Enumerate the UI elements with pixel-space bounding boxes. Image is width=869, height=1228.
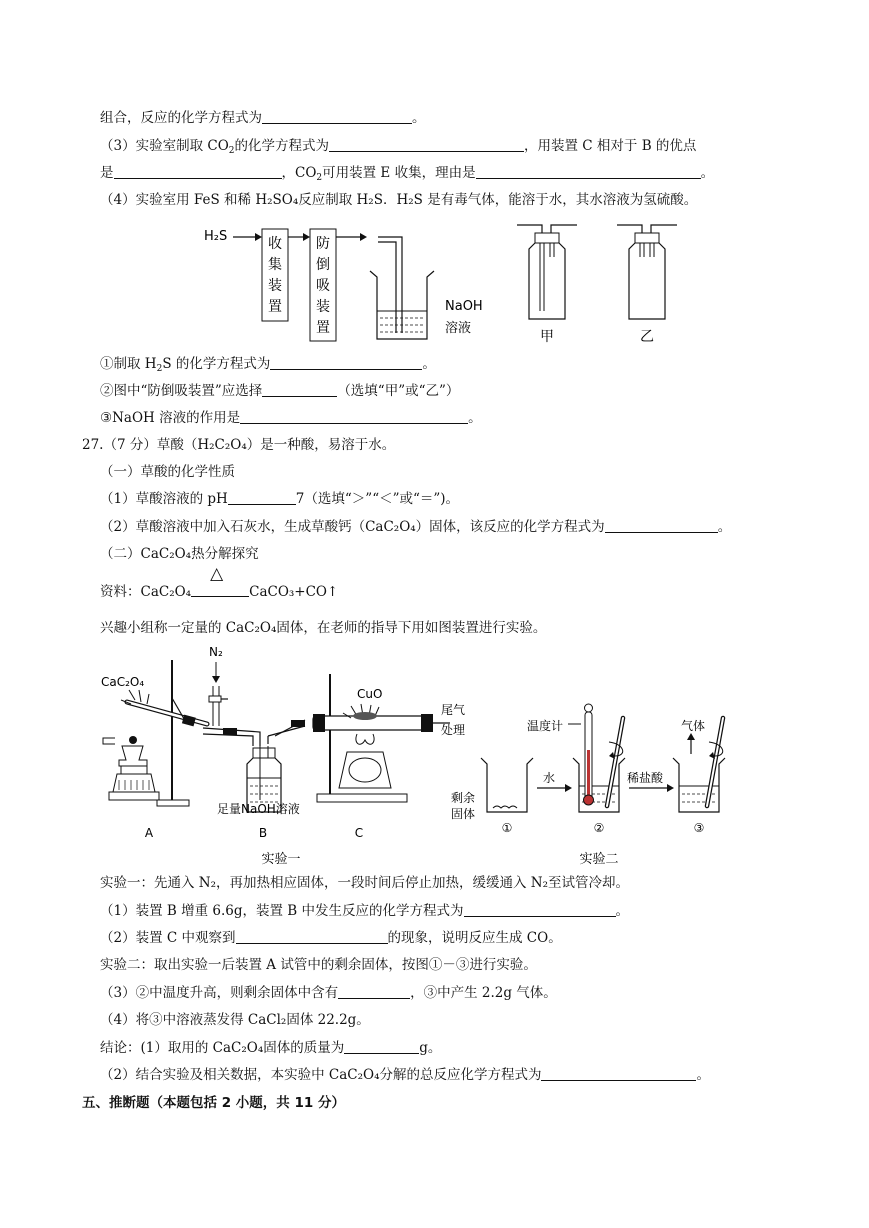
svg-text:剩余: 剩余 xyxy=(451,791,476,805)
svg-text:集: 集 xyxy=(268,257,282,273)
exp1-q1: （1）装置 B 增重 6.6g，装置 B 中发生反应的化学方程式为 。 xyxy=(100,903,629,919)
q26-line-4: （4）实验室用 FeS 和稀 H₂SO₄反应制取 H₂S．H₂S 是有毒气体，能溶于水，其水溶液为氢硫酸。 xyxy=(100,192,698,208)
answer-blank[interactable] xyxy=(240,409,468,424)
exp1-q2: （2）装置 C 中观察到 的现象，说明反应生成 CO。 xyxy=(100,930,562,946)
apparatus-c xyxy=(313,674,465,840)
svg-text:温度计: 温度计 xyxy=(527,719,564,733)
svg-text:②: ② xyxy=(593,821,605,835)
answer-blank[interactable] xyxy=(228,490,296,505)
svg-text:③: ③ xyxy=(693,821,705,835)
q27-q1: （1）草酸溶液的 pH 7（选填“＞”“＜”或“＝”)。 xyxy=(100,491,460,507)
q26-sub-2: ②图中“防倒吸装置”应选择 （选填“甲”或“乙”） xyxy=(100,383,460,399)
svg-text:甲: 甲 xyxy=(540,329,554,345)
svg-text:NaOH: NaOH xyxy=(445,299,483,314)
svg-text:防: 防 xyxy=(316,236,330,252)
conclusion-2: （2）结合实验及相关数据，本实验中 CaC₂O₄分解的总反应化学方程式为 。 xyxy=(100,1067,710,1083)
q27-part-2: （二）CaC₂O₄热分解探究 xyxy=(100,546,259,562)
svg-text:吸: 吸 xyxy=(316,278,330,294)
svg-text:置: 置 xyxy=(316,320,330,336)
svg-text:装: 装 xyxy=(316,299,330,315)
experiment-1-caption: 实验一 xyxy=(261,852,301,867)
answer-blank[interactable] xyxy=(344,1039,419,1054)
svg-text:乙: 乙 xyxy=(640,329,654,345)
h2s-apparatus-figure xyxy=(195,215,695,350)
svg-text:A: A xyxy=(144,826,154,840)
svg-text:①: ① xyxy=(501,821,513,835)
svg-text:B: B xyxy=(258,826,268,840)
svg-text:气体: 气体 xyxy=(681,719,706,733)
answer-blank[interactable] xyxy=(605,518,718,533)
exp2-text: 实验二：取出实验一后装置 A 试管中的剩余固体，按图①－③进行实验。 xyxy=(100,957,537,973)
exp1-text: 实验一：先通入 N₂，再加热相应固体，一段时间后停止加热，缓缓通入 N₂至试管冷却。 xyxy=(100,875,630,891)
q26-sub-1: ①制取 $H_2S$ 的化学方程式为 。 xyxy=(100,356,436,374)
beaker-1 xyxy=(451,758,533,835)
bottle-jia xyxy=(517,225,577,345)
svg-text:置: 置 xyxy=(268,299,282,315)
svg-text:装: 装 xyxy=(268,278,282,294)
reference-reaction: 资料：CaC₂O₄ △ CaCO₃+CO↑ xyxy=(100,564,339,600)
section-5-heading: 五、推断题（本题包括 2 小题，共 11 分） xyxy=(82,1095,345,1111)
conclusion-1: 结论：(1）取用的 CaC₂O₄固体的质量为 g。 xyxy=(100,1040,442,1056)
q26-sub-3: ③NaOH 溶液的作用是 。 xyxy=(100,410,482,426)
answer-blank[interactable] xyxy=(541,1066,696,1081)
svg-text:尾气: 尾气 xyxy=(441,703,466,717)
q27-part-1: （一）草酸的化学性质 xyxy=(100,464,235,480)
svg-text:水: 水 xyxy=(543,771,556,785)
svg-text:CaC₂O₄: CaC₂O₄ xyxy=(101,675,145,689)
bottle-yi xyxy=(617,225,677,345)
q27-q2: （2）草酸溶液中加入石灰水，生成草酸钙（CaC₂O₄）固体，该反应的化学方程式为 。 xyxy=(100,519,732,535)
apparatus-b xyxy=(217,736,300,840)
svg-text:CuO: CuO xyxy=(357,687,383,701)
answer-blank[interactable] xyxy=(262,109,412,124)
svg-text:C: C xyxy=(354,826,364,840)
answer-blank[interactable] xyxy=(236,929,388,944)
answer-blank[interactable] xyxy=(476,164,701,179)
beaker-2 xyxy=(527,704,625,835)
svg-text:固体: 固体 xyxy=(451,807,476,821)
apparatus-a xyxy=(101,660,207,840)
beaker-3 xyxy=(673,718,725,835)
q26-line-1: 组合，反应的化学方程式为 。 xyxy=(100,110,426,126)
exp2-q3: （3）②中温度升高，则剩余固体中含有 ，③中产生 2.2g 气体。 xyxy=(100,985,557,1001)
heat-condition: △ xyxy=(191,582,249,597)
experiment-2-caption: 实验二 xyxy=(579,852,619,867)
h2s-label: H₂S xyxy=(204,229,228,244)
q27-intro: 兴趣小组称一定量的 CaC₂O₄固体，在老师的指导下用如图装置进行实验。 xyxy=(100,620,547,636)
answer-blank[interactable] xyxy=(329,137,524,152)
answer-blank[interactable] xyxy=(262,382,337,397)
answer-blank[interactable] xyxy=(464,902,616,917)
svg-text:溶液: 溶液 xyxy=(445,321,472,336)
q26-line-2: （3）实验室制取 $CO_2$的化学方程式为 ，用装置 C 相对于 B 的优点 xyxy=(100,138,697,156)
n2-inlet xyxy=(209,645,228,726)
svg-text:处理: 处理 xyxy=(441,723,466,737)
svg-text:稀盐酸: 稀盐酸 xyxy=(627,771,664,785)
exp2-q4: （4）将③中溶液蒸发得 CaCl₂固体 22.2g。 xyxy=(100,1012,370,1028)
answer-blank[interactable] xyxy=(114,164,282,179)
svg-text:收: 收 xyxy=(268,236,282,252)
answer-blank[interactable] xyxy=(270,355,422,370)
answer-blank[interactable] xyxy=(338,984,410,999)
svg-text:足量NaOH溶液: 足量NaOH溶液 xyxy=(217,802,300,816)
experiment-apparatus-figure xyxy=(95,640,745,875)
q27-head: 27.（7 分）草酸（H₂C₂O₄）是一种酸，易溶于水。 xyxy=(82,437,396,453)
svg-text:倒: 倒 xyxy=(316,257,330,273)
svg-text:N₂: N₂ xyxy=(209,645,223,659)
q26-line-3: 是 ，$CO_2$可用装置 E 收集，理由是 。 xyxy=(100,165,715,183)
